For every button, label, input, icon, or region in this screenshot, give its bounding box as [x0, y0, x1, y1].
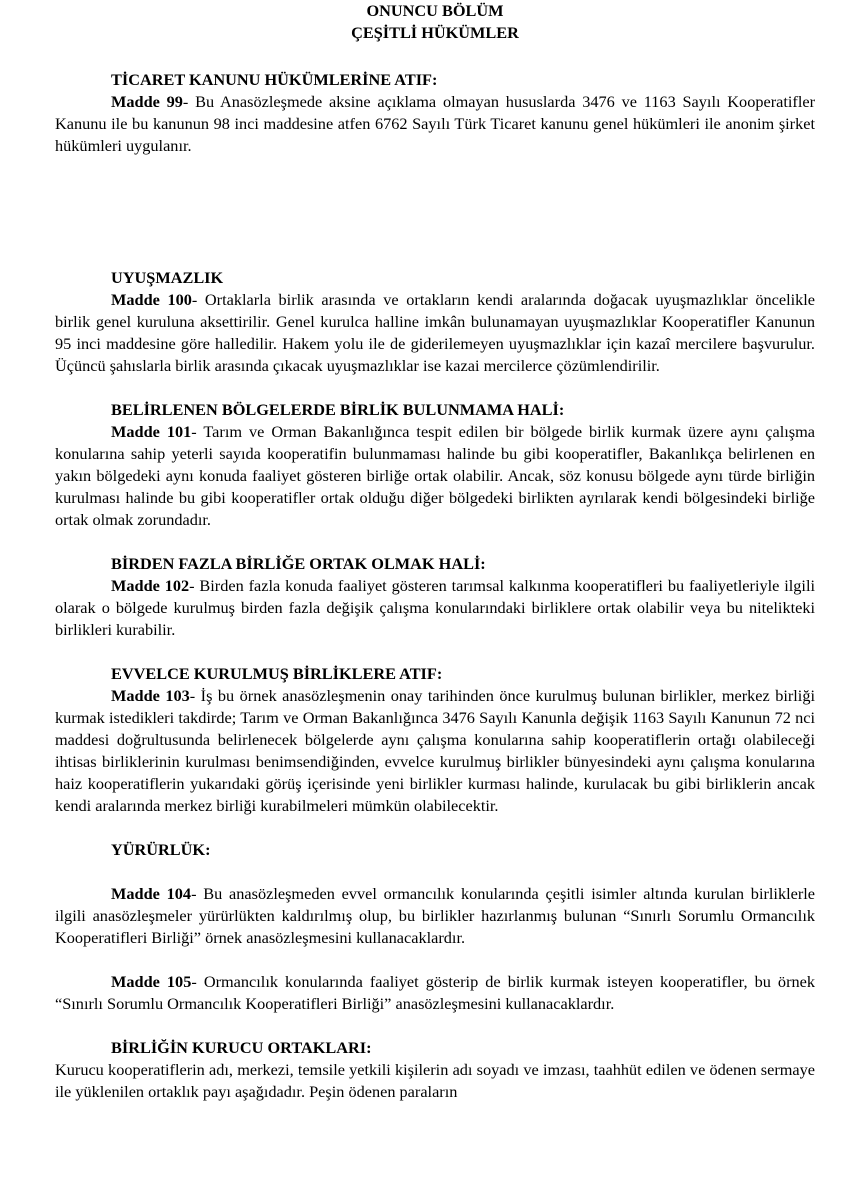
article-text: - İş bu örnek anasözleşmenin onay tarihinden önce kurulmuş bulunan birlikler, merkez birliği kurmak istedikleri takdirde; Tarım ve Orman Bakanlığınca 3476 Sayılı Kanunla değişik 1163 Sayılı Kanunun 72 nci maddesi doğrultusunda belirlenecek bölgelerde aynı çalışma konularına sahip kooperatiflerin ortağı olabileceği ihtisas birliklerinin kurulması benimsendiğinden, evvelce kurulmuş birlikler bünyesindeki aynı çalışma konularına haiz kooperatiflerin yukarıdaki görüş içerisinde yeni birlikler kurması halinde, kurulacak bu gibi birliklerin ancak kendi aralarında merkez birliği kurabilmeleri mümkün olabilecektir. [55, 686, 815, 815]
chapter-title: ÇEŞİTLİ HÜKÜMLER [351, 23, 519, 42]
document-page [55, 0, 815, 1103]
article-label: Madde 101 [111, 422, 192, 441]
founders-text: Kurucu kooperatiflerin adı, merkezi, temsile yetkili kişilerin adı soyadı ve imzası, taahhüt edilen ve ödenen sermaye ile yüklenilen ortaklık payı aşağıdadır. Peşin ödenen paraların [55, 1060, 815, 1101]
article-104 [55, 883, 815, 949]
section-heading-uyusmazlik: UYUŞMAZLIK [111, 268, 224, 287]
section-heading-ticaret: TİCARET KANUNU HÜKÜMLERİNE ATIF: [111, 70, 438, 89]
article-label: Madde 105 [111, 972, 192, 991]
article-text: - Bu Anasözleşmede aksine açıklama olmayan hususlarda 3476 ve 1163 Sayılı Kooperatifler Kanunu ile bu kanunun 98 inci maddesine atfen 6762 Sayılı Türk Ticaret kanunu genel hükümleri ile anonim şirket hükümleri uygulanır. [55, 92, 815, 155]
article-text: - Ormancılık konularında faaliyet gösterip de birlik kurmak isteyen kooperatifler, bu örnek “Sınırlı Sorumlu Ormancılık Kooperatifleri Birliği” anasözleşmesini kullanacaklardır. [55, 972, 815, 1013]
article-101 [55, 421, 815, 531]
chapter-number: ONUNCU BÖLÜM [366, 1, 504, 20]
article-100 [55, 289, 815, 377]
article-label: Madde 103 [111, 686, 190, 705]
article-text: - Ortaklarla birlik arasında ve ortakların kendi aralarında doğacak uyuşmazlıklar öncelikle birlik genel kuruluna aksettirilir. Genel kurulca halline imkân bulunamayan uyuşmazlıklar Kooperatifler Kanunun 95 inci maddesine göre halledilir. Hakem yolu ile de giderilemeyen uyuşmazlıklar için kazaî mercilere başvurulur. Üçüncü şahıslarla birlik arasında çıkacak uyuşmazlıklar ise kazai mercilerce çözümlendirilir. [55, 290, 815, 375]
section-heading-evvelce: EVVELCE KURULMUŞ BİRLİKLERE ATIF: [111, 664, 443, 683]
section-heading-yururluk: YÜRÜRLÜK: [111, 840, 211, 859]
article-99 [55, 91, 815, 157]
article-label: Madde 99 [111, 92, 183, 111]
section-heading-bolge: BELİRLENEN BÖLGELERDE BİRLİK BULUNMAMA HALİ: [111, 400, 565, 419]
article-label: Madde 102 [111, 576, 190, 595]
article-105 [55, 971, 815, 1015]
article-103 [55, 685, 815, 817]
article-text: - Birden fazla konuda faaliyet gösteren tarımsal kalkınma kooperatifleri bu faaliyetleriyle ilgili olarak o bölgede kurulmuş birden fazla değişik çalışma konularındaki birliklere ortak olabilir veya bu nitelikteki birlikleri kurabilir. [55, 576, 815, 639]
article-text: - Bu anasözleşmeden evvel ormancılık konularında çeşitli isimler altında kurulan birliklerle ilgili anasözleşmeler yürürlükten kaldırılmış olup, bu birlikler hazırlanmış bulunan “Sınırlı Sorumlu Ormancılık Kooperatifleri Birliği” örnek anasözleşmesini kullanacaklardır. [55, 884, 816, 947]
article-label: Madde 104 [111, 884, 192, 903]
article-102 [55, 575, 815, 641]
article-text: - Tarım ve Orman Bakanlığınca tespit edilen bir bölgede birlik kurmak üzere aynı çalışma konularına sahip yeterli sayıda kooperatifin bulunmaması halinde bu gibi kooperatifler, Bakanlıkça belirlenen en yakın bölgedeki aynı konuda faaliyet gösteren birliğe ortak olabilir. Ancak, söz konusu bölgede aynı türde birliğin kurulması halinde bu gibi kooperatifler ortak olduğu diğer bölgedeki birlikten ayrılarak kendi bölgesindeki birliğe ortak olmak zorundadır. [55, 422, 815, 529]
section-heading-kurucu: BİRLİĞİN KURUCU ORTAKLARI: [111, 1038, 372, 1057]
article-label: Madde 100 [111, 290, 192, 309]
section-heading-birden-fazla: BİRDEN FAZLA BİRLİĞE ORTAK OLMAK HALİ: [111, 554, 486, 573]
